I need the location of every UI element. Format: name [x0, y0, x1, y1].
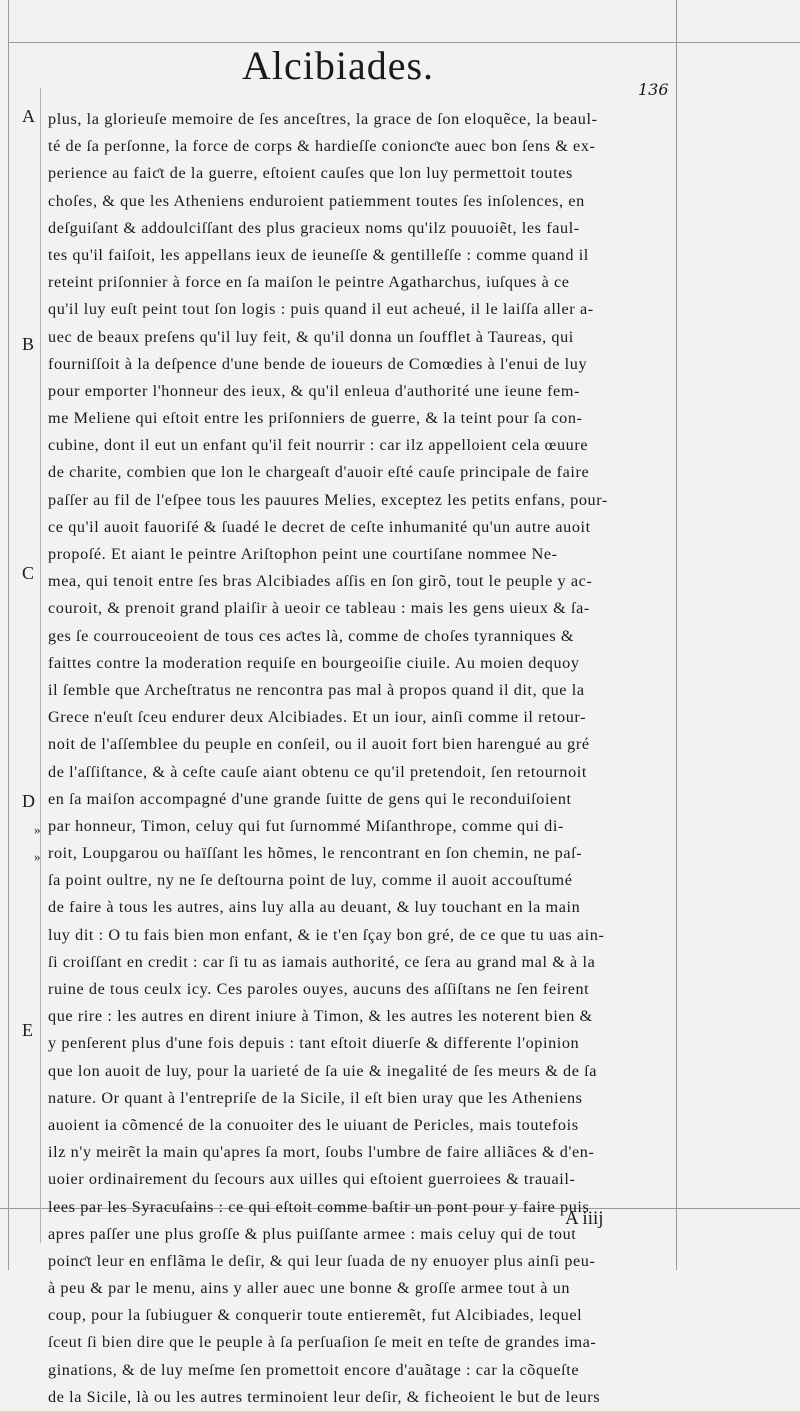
text-line: nature. Or quant à l'entrepriſe de la Sicile, il eſt bien uray que les Atheniens	[48, 1088, 583, 1107]
text-line: de charite, combien que lon le chargeaſt d'auoir eſté cauſe principale de faire	[48, 463, 590, 482]
text-line: choſes, & que les Atheniens enduroient patiemment toutes ſes inſolences, en	[48, 191, 585, 210]
text-line: luy dit : O tu fais bien mon enfant, & ie t'en ſçay bon gré, de ce que tu uas ain-	[48, 925, 605, 944]
margin-quote-mark: »	[34, 822, 41, 837]
text-line: par honneur, Timon, celuy qui fut ſurnommé Miſanthrope, comme qui di-	[48, 816, 564, 835]
text-line: ruine de tous ceulx icy. Ces paroles ouyes, aucuns des aſſiſtans ne ſen feirent	[48, 980, 590, 998]
text-line: uoier ordinairement du ſecours aux uilles qui eſtoient guerroiees & trauail-	[48, 1170, 576, 1189]
text-line: cubine, dont il eut un enfant qu'il feit nourrir : car ilz appelloient cela œuure	[48, 436, 589, 455]
text-line: à peu & par le menu, ains y aller auec une bonne & groſſe armee tout à un	[48, 1279, 571, 1298]
text-line: apres paſſer une plus groſſe & plus puiſſante armee : mais celuy qui de tout	[48, 1224, 577, 1243]
folio-number: 136	[638, 80, 669, 99]
text-line: ſceut ſi bien dire que le peuple à ſa perſuaſion ſe meit en teſte de grandes ima-	[48, 1333, 597, 1352]
margin-quote-mark: »	[34, 849, 41, 864]
text-line: reteint priſonnier à force en ſa maiſon le peintre Agatharchus, iuſques à ce	[48, 273, 570, 292]
text-line: me Meliene qui eſtoit entre les priſonniers de guerre, & la teint pour ſa con-	[48, 409, 583, 428]
text-line: coup, pour la ſubiuguer & conquerir toute entieremẽt, fut Alcibiades, lequel	[48, 1306, 583, 1325]
text-line: tes qu'il faiſoit, les appellans ieux de ieuneſſe & gentilleſſe : comme quand il	[48, 245, 589, 264]
text-line: ilz n'y meirẽt la main qu'apres ſa mort, ſoubs l'umbre de faire alliãces & d'en-	[48, 1143, 595, 1162]
running-head: Alcibiades.	[241, 43, 435, 88]
margin-letter-b: B	[22, 334, 35, 354]
text-column-rule	[40, 88, 41, 1243]
text-line: roit, Loupgarou ou haïſſant les hõmes, le rencontrant en ſon chemin, ne paſ-	[48, 844, 583, 863]
text-line: plus, la glorieuſe memoire de ſes anceſtres, la grace de ſon eloquẽce, la beaul-	[48, 110, 598, 128]
text-line: ges ſe courrouceoient de tous ces aƈtes là, comme de choſes tyranniques &	[48, 626, 575, 645]
text-line: Grece n'euſt ſceu endurer deux Alcibiades. Et un iour, ainſi comme il retour-	[48, 708, 587, 727]
text-line: té de ſa perſonne, la force de corps & hardieſſe conionƈte auec bon ſens & ex-	[48, 137, 596, 156]
text-line: mea, qui tenoit entre ſes bras Alcibiades aſſis en ſon girõ, tout le peuple y ac-	[48, 572, 593, 591]
text-line: deſguiſant & addoulciſſant des plus gracieux noms qu'ilz pouuoiẽt, les faul-	[48, 218, 580, 237]
text-line: y penſerent plus d'une fois depuis : tant eſtoit diuerſe & differente l'opinion	[48, 1034, 580, 1053]
margin-letter-e: E	[22, 1020, 33, 1040]
margin-letter-a: A	[22, 106, 35, 126]
text-line: perience au faiƈt de la guerre, eſtoient cauſes que lon luy permettoit toutes	[48, 164, 573, 183]
text-line: fourniſſoit à la deſpence d'une bende de ioueurs de Comœdies à l'enui de luy	[48, 354, 588, 373]
text-line: lees par les Syracuſains : ce qui eſtoit comme baſtir un pont pour y faire puis	[48, 1197, 590, 1216]
text-line: que rire : les autres en dirent iniure à Timon, & les autres les noterent bien &	[48, 1007, 593, 1026]
text-line: paſſer au fil de l'eſpee tous les pauures Melies, exceptez les petits enfans, pour-	[48, 490, 608, 509]
text-line: auoient ia cõmencé de la conuoiter des le uiuant de Pericles, mais toutefois	[48, 1115, 579, 1134]
text-line: uec de beaux preſens qu'il luy feit, & qu'il donna un ſoufflet à Taureas, qui	[48, 327, 574, 346]
text-line: ce qu'il auoit fauoriſé & ſuadé le decret de ceſte inhumanité qu'un autre auoit	[48, 517, 591, 536]
text-line: ſa point oultre, ny ne ſe deſtourna point de luy, comme il auoit accouſtumé	[48, 871, 573, 890]
frame-rule-left	[8, 0, 9, 1270]
text-line: faittes contre la moderation requiſe en bourgeoiſie ciuile. Au moien dequoy	[48, 653, 580, 672]
text-line: en ſa maiſon accompagné d'une grande ſuitte de gens qui le reconduiſoient	[48, 789, 572, 808]
text-line: noit de l'aſſemblee du peuple en conſeil, ou il auoit fort bien harengué au gré	[48, 735, 590, 754]
text-line: ginations, & de luy meſme ſen promettoit encore d'auãtage : car la cõqueſte	[48, 1360, 580, 1379]
text-line: pour emporter l'honneur des ieux, & qu'il enleua d'authorité une ieune fem-	[48, 381, 581, 400]
margin-letter-c: C	[22, 563, 35, 583]
signature-mark: A iiij	[565, 1208, 604, 1229]
text-line: couroit, & prenoit grand plaiſir à ueoir ce tableau : mais les gens uieux & ſa-	[48, 599, 590, 618]
margin-letter-d: D	[22, 791, 35, 811]
text-line: ſi croiſſant en credit : car ſi tu as iamais authorité, ce ſera au grand mal & à la	[48, 952, 596, 971]
frame-rule-right	[676, 0, 677, 1270]
text-line: poinƈt leur en enflãma le deſir, & qui leur ſuada de ny enuoyer plus ainſi peu-	[48, 1251, 596, 1270]
text-line: qu'il luy euſt peint tout ſon logis : puis quand il eut acheué, il le laiſſa aller a-	[48, 300, 594, 319]
text-line: de faire à tous les autres, ains luy alla au deuant, & luy touchant en la main	[48, 898, 581, 917]
text-line: propoſé. Et aiant le peintre Ariſtophon peint une courtiſane nommee Ne-	[48, 545, 558, 563]
text-line: il ſemble que Archeſtratus ne rencontra pas mal à propos quand il dit, que la	[48, 680, 585, 699]
text-line: de la Sicile, là ou les autres terminoient leur deſir, & ficheoient le but de leurs	[48, 1387, 601, 1406]
text-line: que lon auoit de luy, pour la uarieté de ſa uie & inegalité de ſes meurs & de ſa	[48, 1061, 598, 1080]
text-line: de l'aſſiſtance, & à ceſte cauſe aiant obtenu ce qu'il pretendoit, ſen retournoit	[48, 762, 587, 781]
